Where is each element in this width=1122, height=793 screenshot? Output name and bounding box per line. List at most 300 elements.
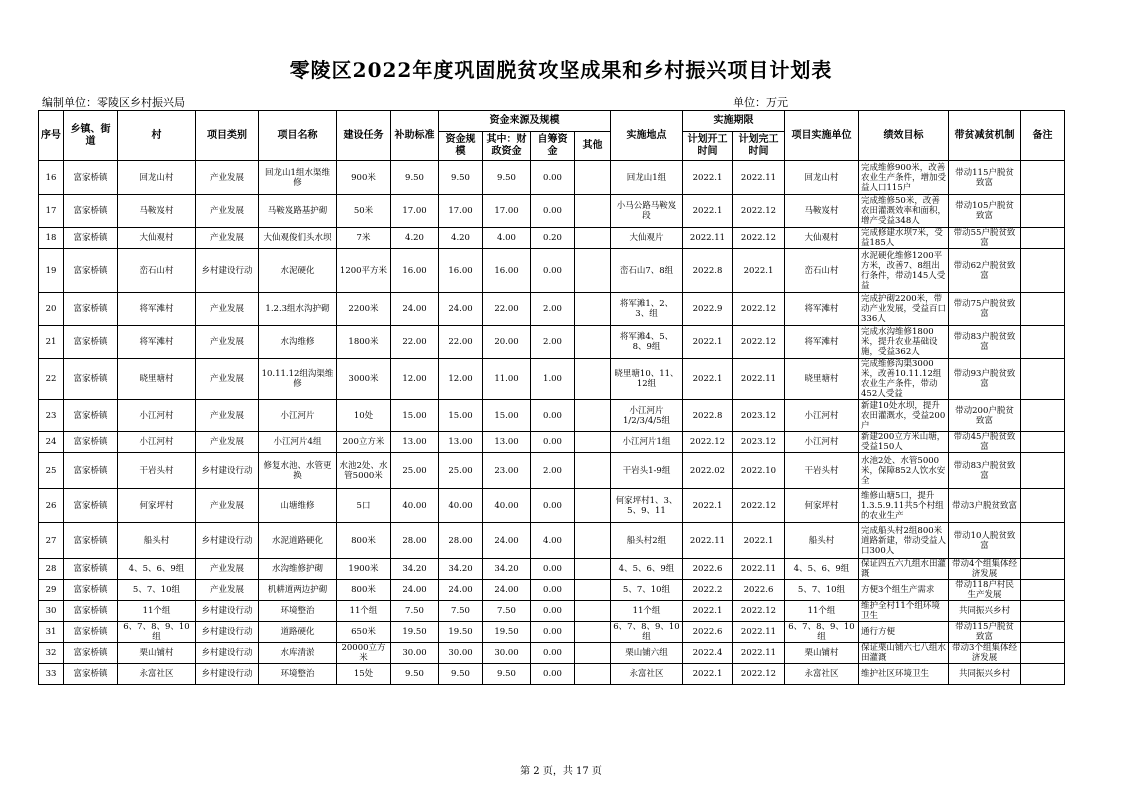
table-cell: 0.00 [531, 400, 575, 432]
table-cell [1021, 400, 1065, 432]
table-cell: 乡村建设行动 [196, 643, 259, 664]
table-cell: 富家桥镇 [64, 161, 118, 195]
table-cell: 25.00 [391, 453, 439, 489]
table-cell [575, 359, 611, 400]
table-cell [575, 432, 611, 453]
table-cell: 11个组 [118, 601, 196, 622]
table-cell: 大仙观村 [118, 228, 196, 249]
table-cell: 2022.6 [733, 580, 785, 601]
table-cell [1021, 249, 1065, 293]
table-cell [575, 326, 611, 359]
table-cell: 2022.11 [733, 359, 785, 400]
table-cell: 21 [39, 326, 64, 359]
table-body [39, 161, 1065, 685]
page-title: 零陵区2022年度巩固脱贫攻坚成果和乡村振兴项目计划表 [289, 58, 833, 82]
table-cell: 30 [39, 601, 64, 622]
table-row [39, 326, 1065, 359]
table-cell: 完成护砌2200米，带动产业发展，受益百口336人 [859, 293, 949, 326]
table-cell: 40.00 [391, 489, 439, 523]
table-cell: 回龙山村 [118, 161, 196, 195]
table-cell: 11.00 [483, 359, 531, 400]
table-row [39, 489, 1065, 523]
table-cell: 2022.11 [733, 161, 785, 195]
table-cell: 环境整治 [259, 664, 337, 685]
header-seq: 序号 [39, 111, 64, 161]
table-cell: 乡村建设行动 [196, 601, 259, 622]
table-cell: 2022.1 [733, 523, 785, 559]
currency-unit: 单位：万元 [733, 96, 788, 109]
table-row [39, 622, 1065, 643]
table-cell: 何家坪村 [118, 489, 196, 523]
table-cell: 24.00 [391, 293, 439, 326]
table-cell: 2022.1 [683, 326, 733, 359]
header-fin: 其中：财政资金 [483, 132, 531, 161]
header-village: 村 [118, 111, 196, 161]
table-cell: 9.50 [391, 161, 439, 195]
table-cell: 12.00 [439, 359, 483, 400]
table-cell: 0.00 [531, 432, 575, 453]
table-cell: 23 [39, 400, 64, 432]
table-cell: 完成船头村2组800米道路新建，带动受益人口300人 [859, 523, 949, 559]
header-location: 实施地点 [611, 111, 683, 161]
table-cell [575, 601, 611, 622]
table-cell: 5、7、10组 [785, 580, 859, 601]
table-cell: 乡村建设行动 [196, 622, 259, 643]
table-cell: 0.00 [531, 559, 575, 580]
table-cell: 保证栗山铺六七八组水田灌溉 [859, 643, 949, 664]
table-cell: 2022.6 [683, 622, 733, 643]
table-cell: 13.00 [391, 432, 439, 453]
table-cell [1021, 326, 1065, 359]
table-row [39, 580, 1065, 601]
table-cell: 2022.11 [683, 523, 733, 559]
table-cell: 乡村建设行动 [196, 453, 259, 489]
table-cell: 富家桥镇 [64, 249, 118, 293]
table-cell: 2022.8 [683, 249, 733, 293]
table-cell: 峦石山村 [118, 249, 196, 293]
table-cell: 2022.11 [733, 643, 785, 664]
header-subsidy: 补助标准 [391, 111, 439, 161]
table-cell [1021, 523, 1065, 559]
table-cell: 15.00 [391, 400, 439, 432]
table-cell: 13.00 [439, 432, 483, 453]
table-cell: 1.2.3组水沟护砌 [259, 293, 337, 326]
table-cell: 10.11.12组沟渠维修 [259, 359, 337, 400]
header-unit: 项目实施单位 [785, 111, 859, 161]
table-cell: 水沟维修护砌 [259, 559, 337, 580]
table-cell [1021, 359, 1065, 400]
table-cell: 27 [39, 523, 64, 559]
table-cell: 将军滩村 [118, 293, 196, 326]
header-funds: 资金来源及规模 [439, 111, 611, 132]
table-cell: 产业发展 [196, 489, 259, 523]
table-cell: 船头村2组 [611, 523, 683, 559]
table-cell: 2022.1 [733, 249, 785, 293]
table-cell [1021, 664, 1065, 685]
table-cell [1021, 453, 1065, 489]
table-cell [1021, 195, 1065, 228]
table-cell: 19.50 [391, 622, 439, 643]
header-town: 乡镇、街道 [64, 111, 118, 161]
table-cell: 5、7、10组 [611, 580, 683, 601]
table-cell: 1800米 [337, 326, 391, 359]
table-cell: 3000米 [337, 359, 391, 400]
table-cell [575, 400, 611, 432]
table-cell: 回龙山1组水渠维修 [259, 161, 337, 195]
table-cell: 0.00 [531, 489, 575, 523]
header-mech: 带贫减贫机制 [949, 111, 1021, 161]
table-cell: 0.00 [531, 161, 575, 195]
table-cell: 6、7、8、9、10组 [785, 622, 859, 643]
table-cell [1021, 622, 1065, 643]
table-cell: 环境整治 [259, 601, 337, 622]
table-cell: 带动118户村民生产发展 [949, 580, 1021, 601]
table-cell: 带动10人脱贫致富 [949, 523, 1021, 559]
table-cell: 2022.1 [683, 195, 733, 228]
table-cell: 干岩头村 [785, 453, 859, 489]
table-cell: 2.00 [531, 293, 575, 326]
table-cell: 晓里塘村 [785, 359, 859, 400]
table-cell: 4.20 [391, 228, 439, 249]
table-cell: 产业发展 [196, 195, 259, 228]
table-cell: 2022.1 [683, 489, 733, 523]
table-cell: 水库清淤 [259, 643, 337, 664]
table-row [39, 523, 1065, 559]
table-cell: 带动83户脱贫致富 [949, 326, 1021, 359]
table-cell [575, 489, 611, 523]
table-cell: 24.00 [439, 580, 483, 601]
table-cell: 2022.02 [683, 453, 733, 489]
table-cell: 17.00 [483, 195, 531, 228]
table-cell: 0.20 [531, 228, 575, 249]
table-cell: 15处 [337, 664, 391, 685]
table-cell: 15.00 [439, 400, 483, 432]
table-cell: 富家桥镇 [64, 643, 118, 664]
table-cell: 带动75户脱贫致富 [949, 293, 1021, 326]
page-footer: 第 2 页，共 17 页 [520, 766, 602, 777]
table-cell: 产业发展 [196, 293, 259, 326]
table-cell: 200立方米 [337, 432, 391, 453]
table-cell: 带动115户脱贫致富 [949, 622, 1021, 643]
table-cell: 回龙山村 [785, 161, 859, 195]
header-fund-scale: 资金规模 [439, 132, 483, 161]
table-cell: 4.00 [531, 523, 575, 559]
table-cell: 产业发展 [196, 161, 259, 195]
table-cell: 2200米 [337, 293, 391, 326]
table-cell: 2022.12 [733, 228, 785, 249]
table-cell: 16.00 [391, 249, 439, 293]
table-cell: 2.00 [531, 453, 575, 489]
table-cell: 峦石山村 [785, 249, 859, 293]
table-cell: 2022.2 [683, 580, 733, 601]
table-cell: 2022.9 [683, 293, 733, 326]
table-cell [575, 453, 611, 489]
table-cell: 11个组 [785, 601, 859, 622]
table-cell: 9.50 [439, 664, 483, 685]
table-cell: 17.00 [391, 195, 439, 228]
table-cell: 共同振兴乡村 [949, 601, 1021, 622]
table-cell: 4、5、6、9组 [611, 559, 683, 580]
table-row [39, 664, 1065, 685]
table-cell: 完成维修沟渠3000米，改善10.11.12组农业生产条件，带动452人受益 [859, 359, 949, 400]
table-cell: 2022.1 [683, 161, 733, 195]
table-cell: 18 [39, 228, 64, 249]
table-cell: 2022.12 [733, 489, 785, 523]
table-cell: 小江河村 [785, 400, 859, 432]
table-cell: 富家桥镇 [64, 195, 118, 228]
header-start: 计划开工时间 [683, 132, 733, 161]
table-cell: 16.00 [439, 249, 483, 293]
table-cell: 永富社区 [118, 664, 196, 685]
table-cell: 7.50 [483, 601, 531, 622]
table-cell: 0.00 [531, 622, 575, 643]
table-cell: 15.00 [483, 400, 531, 432]
header-period: 实施期限 [683, 111, 785, 132]
table-cell: 马鞍岌村 [118, 195, 196, 228]
table-cell: 将军滩村 [118, 326, 196, 359]
table-cell: 2022.11 [683, 228, 733, 249]
table-cell: 6、7、8、9、10组 [118, 622, 196, 643]
header-task: 建设任务 [337, 111, 391, 161]
table-cell: 完成维修900米，改善农业生产条件，增加受益人口115户 [859, 161, 949, 195]
table-cell: 富家桥镇 [64, 228, 118, 249]
table-cell [575, 195, 611, 228]
table-cell: 水池2处、水管5000米 [337, 453, 391, 489]
project-plan-table [38, 110, 1065, 685]
table-cell: 10处 [337, 400, 391, 432]
table-cell: 富家桥镇 [64, 622, 118, 643]
compiler-unit: 编制单位：零陵区乡村振兴局 [42, 96, 185, 109]
table-cell: 2022.12 [733, 601, 785, 622]
table-row [39, 643, 1065, 664]
table-row [39, 432, 1065, 453]
table-cell: 小江河片 [259, 400, 337, 432]
table-cell: 干岩头1-9组 [611, 453, 683, 489]
table-cell [1021, 559, 1065, 580]
table-cell: 富家桥镇 [64, 326, 118, 359]
table-cell: 船头村 [118, 523, 196, 559]
table-cell: 2023.12 [733, 400, 785, 432]
table-cell: 2022.1 [683, 601, 733, 622]
table-cell: 2022.1 [683, 664, 733, 685]
table-cell: 2023.12 [733, 432, 785, 453]
table-cell: 带动4个组集体经济发展 [949, 559, 1021, 580]
table-cell: 带动3户脱贫致富 [949, 489, 1021, 523]
table-cell: 乡村建设行动 [196, 664, 259, 685]
table-cell: 水沟维修 [259, 326, 337, 359]
table-cell: 24 [39, 432, 64, 453]
table-cell: 维修山塘5口，提升1.3.5.9.11共5个村组的农业生产 [859, 489, 949, 523]
table-cell: 水泥硬化 [259, 249, 337, 293]
table-cell: 富家桥镇 [64, 432, 118, 453]
table-cell [1021, 489, 1065, 523]
table-cell: 产业发展 [196, 400, 259, 432]
table-cell: 29 [39, 580, 64, 601]
table-cell: 40.00 [439, 489, 483, 523]
table-cell [575, 664, 611, 685]
table-cell [1021, 643, 1065, 664]
table-cell: 24.00 [439, 293, 483, 326]
table-cell: 带动115户脱贫致富 [949, 161, 1021, 195]
table-cell [1021, 161, 1065, 195]
table-row [39, 249, 1065, 293]
table-cell: 0.00 [531, 643, 575, 664]
table-cell: 22.00 [483, 293, 531, 326]
header-category: 项目类别 [196, 111, 259, 161]
table-row [39, 161, 1065, 195]
table-cell: 晓里塘村 [118, 359, 196, 400]
table-cell: 34.20 [439, 559, 483, 580]
table-cell [1021, 432, 1065, 453]
table-cell [575, 643, 611, 664]
table-cell: 共同振兴乡村 [949, 664, 1021, 685]
table-cell: 22.00 [391, 326, 439, 359]
table-cell: 马鞍岌路基护砌 [259, 195, 337, 228]
table-cell: 维护全村11个组环境卫生 [859, 601, 949, 622]
table-cell: 26 [39, 489, 64, 523]
table-cell [1021, 580, 1065, 601]
table-cell: 产业发展 [196, 580, 259, 601]
table-cell: 小江河村 [785, 432, 859, 453]
table-cell: 乡村建设行动 [196, 523, 259, 559]
table-cell: 50米 [337, 195, 391, 228]
table-cell: 带动83户脱贫致富 [949, 453, 1021, 489]
table-cell: 完成水沟维修1800米，提升农业基础设施，受益362人 [859, 326, 949, 359]
table-cell: 小马公路马鞍岌段 [611, 195, 683, 228]
table-cell: 乡村建设行动 [196, 249, 259, 293]
table-cell: 小江河片4组 [259, 432, 337, 453]
table-cell: 0.00 [531, 195, 575, 228]
table-cell [575, 161, 611, 195]
table-cell: 何家坪村1、3、5、9、11 [611, 489, 683, 523]
table-cell: 富家桥镇 [64, 293, 118, 326]
header-note: 备注 [1021, 111, 1065, 161]
table-cell: 船头村 [785, 523, 859, 559]
table-cell: 22.00 [439, 326, 483, 359]
header-name: 项目名称 [259, 111, 337, 161]
table-cell: 富家桥镇 [64, 400, 118, 432]
table-cell: 1900米 [337, 559, 391, 580]
table-cell: 富家桥镇 [64, 453, 118, 489]
table-cell: 17.00 [439, 195, 483, 228]
table-cell: 永富社区 [785, 664, 859, 685]
table-cell: 24.00 [483, 580, 531, 601]
table-cell: 5口 [337, 489, 391, 523]
table-cell: 40.00 [483, 489, 531, 523]
table-cell: 带动3个组集体经济发展 [949, 643, 1021, 664]
table-row [39, 400, 1065, 432]
table-cell: 水池2处、水管5000米，保障852人饮水安全 [859, 453, 949, 489]
table-row [39, 195, 1065, 228]
table-cell: 11个组 [337, 601, 391, 622]
table-cell: 带动45户脱贫致富 [949, 432, 1021, 453]
table-cell: 7.50 [439, 601, 483, 622]
table-cell: 2022.12 [683, 432, 733, 453]
table-cell: 小江河村 [118, 432, 196, 453]
table-cell: 34.20 [483, 559, 531, 580]
header-other: 其他 [575, 132, 611, 161]
table-cell: 20.00 [483, 326, 531, 359]
table-cell: 4.20 [439, 228, 483, 249]
table-cell: 7米 [337, 228, 391, 249]
table-cell [575, 228, 611, 249]
table-cell: 31 [39, 622, 64, 643]
table-cell: 通行方便 [859, 622, 949, 643]
table-cell: 2022.12 [733, 195, 785, 228]
table-cell: 9.50 [483, 664, 531, 685]
table-cell: 晓里塘10、11、12组 [611, 359, 683, 400]
table-cell: 维护社区环境卫生 [859, 664, 949, 685]
table-row [39, 559, 1065, 580]
table-cell: 5、7、10组 [118, 580, 196, 601]
table-cell: 水泥硬化维修1200平方米，改善7、8组出行条件，带动145人受益 [859, 249, 949, 293]
table-row [39, 601, 1065, 622]
table-cell: 28.00 [439, 523, 483, 559]
table-cell: 回龙山1组 [611, 161, 683, 195]
table-cell: 产业发展 [196, 559, 259, 580]
table-cell: 30.00 [483, 643, 531, 664]
table-cell: 带动62户脱贫致富 [949, 249, 1021, 293]
table-cell: 25 [39, 453, 64, 489]
table-cell [1021, 228, 1065, 249]
table-cell: 将军滩村 [785, 326, 859, 359]
table-cell: 11个组 [611, 601, 683, 622]
table-cell: 机耕道两边护砌 [259, 580, 337, 601]
table-cell: 9.50 [483, 161, 531, 195]
table-cell: 完成维修50米，改善农田灌溉效率和面积，增产受益348人 [859, 195, 949, 228]
table-cell: 2.00 [531, 326, 575, 359]
table-cell: 2022.11 [733, 559, 785, 580]
table-cell: 富家桥镇 [64, 359, 118, 400]
table-cell: 富家桥镇 [64, 559, 118, 580]
table-cell: 永富社区 [611, 664, 683, 685]
table-cell: 4.00 [483, 228, 531, 249]
table-cell: 保证四五六九组水田灌溉 [859, 559, 949, 580]
table-cell: 新建200立方米山塘，受益150人 [859, 432, 949, 453]
table-cell [575, 559, 611, 580]
table-cell: 小江河片1组 [611, 432, 683, 453]
table-cell: 800米 [337, 580, 391, 601]
table-cell [575, 622, 611, 643]
table-cell: 34.20 [391, 559, 439, 580]
table-cell: 大仙观俊们头水坝 [259, 228, 337, 249]
table-cell: 800米 [337, 523, 391, 559]
table-cell: 栗山铺村 [118, 643, 196, 664]
table-cell: 马鞍岌村 [785, 195, 859, 228]
table-cell: 19 [39, 249, 64, 293]
table-cell: 33 [39, 664, 64, 685]
table-cell: 产业发展 [196, 359, 259, 400]
table-cell: 完成修建水坝7米，受益185人 [859, 228, 949, 249]
table-cell: 富家桥镇 [64, 664, 118, 685]
table-cell: 山塘维修 [259, 489, 337, 523]
table-cell: 24.00 [483, 523, 531, 559]
table-cell: 小江河村 [118, 400, 196, 432]
table-cell: 19.50 [483, 622, 531, 643]
table-cell: 9.50 [391, 664, 439, 685]
table-cell: 4、5、6、9组 [785, 559, 859, 580]
table-cell: 栗山铺村 [785, 643, 859, 664]
table-cell: 0.00 [531, 664, 575, 685]
table-cell: 修复水池、水管更换 [259, 453, 337, 489]
table-cell: 2022.1 [683, 359, 733, 400]
table-cell [1021, 601, 1065, 622]
table-cell: 0.00 [531, 601, 575, 622]
table-cell [1021, 293, 1065, 326]
table-cell: 带动93户脱贫致富 [949, 359, 1021, 400]
table-cell: 12.00 [391, 359, 439, 400]
header-self: 自筹资金 [531, 132, 575, 161]
